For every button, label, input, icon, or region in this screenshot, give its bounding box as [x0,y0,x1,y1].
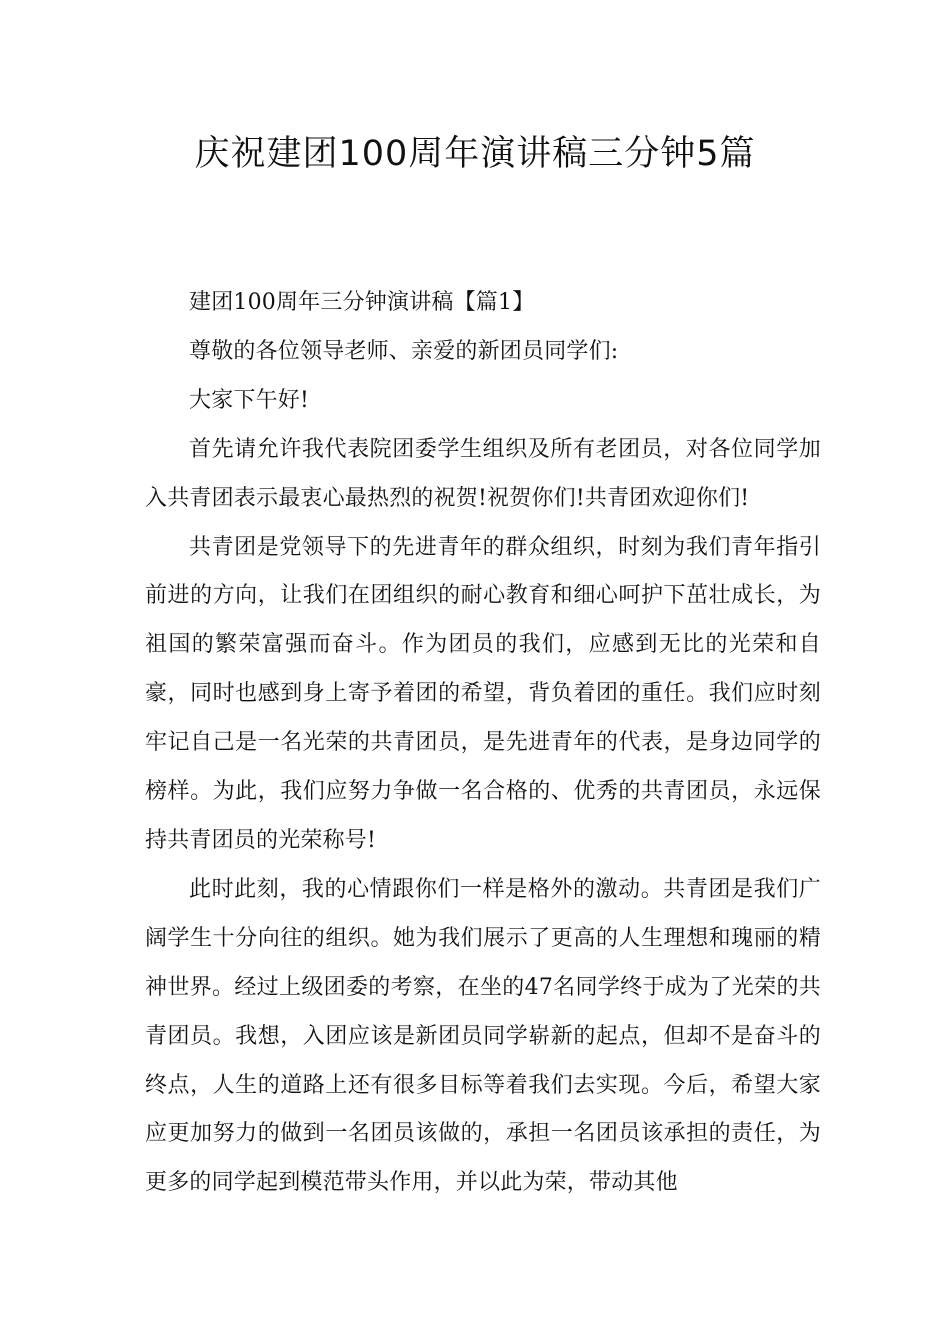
body-paragraph: 首先请允许我代表院团委学生组织及所有老团员，对各位同学加入共青团表示最衷心最热烈的祝贺!祝贺你们!共青团欢迎你们! [145,436,821,511]
body-paragraph: 此时此刻，我的心情跟你们一样是格外的激动。共青团是我们广阔学生十分向往的组织。她为我们展示了更高的人生理想和瑰丽的精神世界。经过上级团委的考察，在坐的47名同学终于成为了光荣的共青团员。我想，入团应该是新团员同学崭新的起点，但却不是奋斗的终点，人生的道路上还有很多目标等着我们去实现。今后，希望大家应更加努力的做到一名团员该做的，承担一名团员该承担的责任，为更多的同学起到模范带头作用，并以此为荣，带动其他 [145,876,821,1196]
document-body [145,279,821,1208]
body-paragraph: 共青团是党领导下的先进青年的群众组织，时刻为我们青年指引前进的方向，让我们在团组织的耐心教育和细心呵护下茁壮成长，为祖国的繁荣富强而奋斗。作为团员的我们，应感到无比的光荣和自豪，同时也感到身上寄予着团的希望，背负着团的重任。我们应时刻牢记自己是一名光荣的共青团员，是先进青年的代表，是身边同学的榜样。为此，我们应努力争做一名合格的、优秀的共青团员，永远保持共青团员的光荣称号! [145,534,821,853]
greeting: 大家下午好! [189,387,310,413]
section-heading: 建团100周年三分钟演讲稿【篇1】 [189,290,535,315]
document-title: 庆祝建团100周年演讲稿三分钟5篇 [194,134,756,174]
salutation: 尊敬的各位领导老师、亲爱的新团员同学们: [189,338,619,364]
